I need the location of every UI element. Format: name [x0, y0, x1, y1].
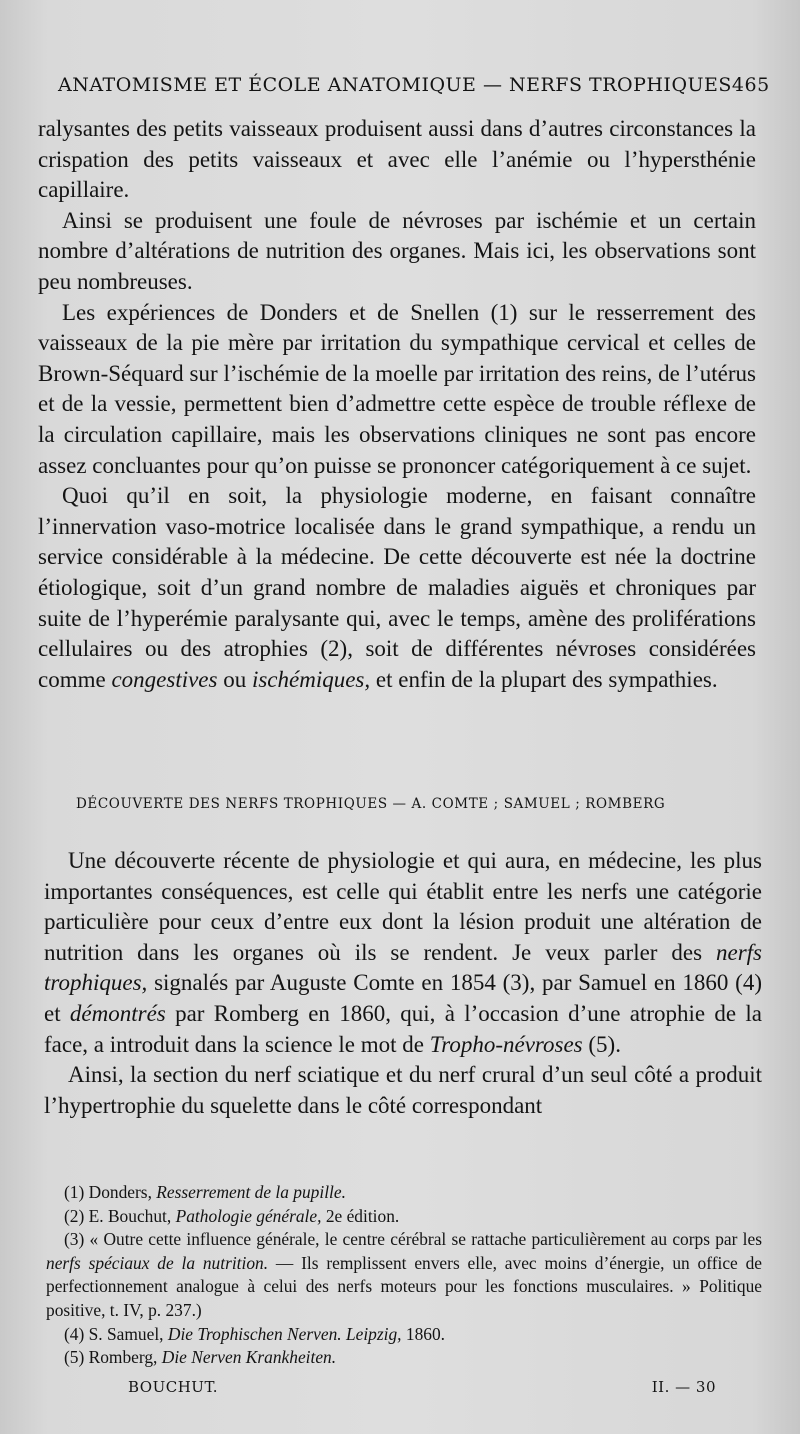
footnote-1-author: Donders,: [88, 1182, 152, 1202]
running-title: ANATOMISME ET ÉCOLE ANATOMIQUE — NERFS TROPHIQUES: [58, 74, 732, 96]
paragraph-3: Les expériences de Donders et de Snellen (1) sur le resserrement des vaisseaux de la pie mère par irritation du sympathique cervical et celles de Brown-Séquard sur l’ischémie de la moelle par irritation des reins, de l’utérus et de la vessie, permettent bien d’admettre cette espèce de trouble réflexe de la circulation capillaire, mais les observations cliniques ne sont pas encore assez concluantes pour qu’on puisse se prononcer catégoriquement à ce sujet.: [38, 299, 756, 478]
footnote-5-author: Romberg,: [88, 1347, 158, 1368]
paragraph-4-part-c: et enfin de la plupart des sympathies.: [375, 666, 718, 692]
paragraph-5-part-d: (5).: [588, 1031, 621, 1057]
footnote-5: [46, 1346, 762, 1370]
footnote-3-part-a: « Outre cette influence générale, le centre cérébral se rattache particulièrement au corps par les: [89, 1229, 762, 1250]
page-footer: [128, 1378, 716, 1396]
paragraph-4-italic-congestives: congestives: [111, 666, 218, 692]
paragraph-4-part-a: Quoi qu’il en soit, la physiologie moderne, en faisant connaître l’innervation vaso-motrice localisée dans le grand sympathique, a rendu un service considérable à la médecine. De cette découverte est née la doctrine étiologique, soit d’un grand nombre de maladies aiguës et chroniques par suite de l’hyperémie paralysante qui, avec le temps, amène des proliférations cellulaires ou des atrophies (2), soit de différentes névroses considérées comme: [38, 483, 756, 692]
paragraph-1: ralysantes des petits vaisseaux produisent aussi dans d’autres circonstances la crispation des petits vaisseaux et avec elle l’anémie ou l’hypersthénie capillaire.: [38, 116, 756, 203]
footnote-2-title: Pathologie générale,: [175, 1205, 322, 1226]
footnote-5-title: Die Nerven Krankheiten.: [161, 1347, 337, 1368]
paragraph-4-part-b: ou: [223, 666, 247, 692]
footnote-3-italic: nerfs spéciaux de la nutrition.: [46, 1252, 269, 1273]
footnote-2-edition: 2e édition.: [325, 1205, 400, 1226]
paragraph-5-italic-nerfs-trophiques: nerfs trophiques,: [44, 939, 762, 996]
footnote-5-number: (5): [64, 1347, 85, 1368]
paragraph-5-part-c: par Romberg en 1860, qui, à l’occasion d’une atrophie de la face, a introduit dans la science le mot de: [44, 1000, 763, 1057]
paragraph-2: Ainsi se produisent une foule de névroses par ischémie et un certain nombre d’altérations de nutrition des organes. Mais ici, les observations sont peu nombreuses.: [38, 207, 756, 294]
footnote-3-part-b: — Ils remplissent envers elle, avec moins d’énergie, un office de perfectionnement analogue à celui des nerfs moteurs pour les fonctions musculaires. » Politique positive, t. IV, p. 237.): [46, 1252, 762, 1320]
section-heading: DÉCOUVERTE DES NERFS TROPHIQUES — A. COMTE ; SAMUEL ; ROMBERG: [76, 796, 666, 812]
footnote-4-title: Die Trophischen Nerven. Leipzig,: [167, 1323, 402, 1344]
footnotes: [46, 1181, 762, 1370]
footnote-4: [46, 1323, 762, 1347]
paragraph-5-italic-demontres: démontrés: [69, 1000, 166, 1026]
footnote-3: [46, 1228, 762, 1322]
footnote-4-author: S. Samuel,: [88, 1323, 164, 1344]
footnote-1: [46, 1181, 762, 1205]
paragraph-5: [44, 846, 762, 1060]
running-head: [58, 74, 770, 96]
paragraph-5-part-a: Une découverte récente de physiologie et qui aura, en médecine, les plus importantes conséquences, est celle qui établit entre les nerfs une catégorie particulière pour ceux d’entre eux dont la lésion produit une altération de nutrition dans les organes où ils se rendent. Je veux parler des: [44, 848, 762, 965]
body-text-top: [38, 114, 756, 695]
footnote-1-number: (1): [64, 1182, 85, 1202]
footer-author: BOUCHUT.: [128, 1378, 219, 1396]
footnote-3-number: (3): [64, 1229, 85, 1250]
footnote-2-number: (2): [64, 1205, 85, 1226]
footer-signature: II. — 30: [651, 1378, 716, 1396]
paragraph-6: Ainsi, la section du nerf sciatique et du nerf crural d’un seul côté a produit l’hypertrophie du squelette dans le côté correspondant: [44, 1062, 762, 1118]
footnote-2: [46, 1205, 762, 1229]
paragraph-5-part-b: signalés par Auguste Comte en 1854 (3), par Samuel en 1860 (4) et: [44, 970, 762, 1026]
footnote-1-title: Resserrement de la pupille.: [156, 1182, 346, 1202]
footnote-4-year: 1860.: [405, 1323, 446, 1344]
paragraph-4-italic-ischemiques: ischémiques,: [251, 666, 371, 692]
page-number: 465: [731, 74, 770, 96]
footnote-2-author: E. Bouchut,: [88, 1205, 172, 1226]
paragraph-5-italic-tropho-nevroses: Tropho-névroses: [429, 1031, 583, 1057]
body-text-bottom: [44, 846, 762, 1121]
footnote-4-number: (4): [64, 1323, 85, 1344]
paragraph-4: [38, 481, 756, 695]
